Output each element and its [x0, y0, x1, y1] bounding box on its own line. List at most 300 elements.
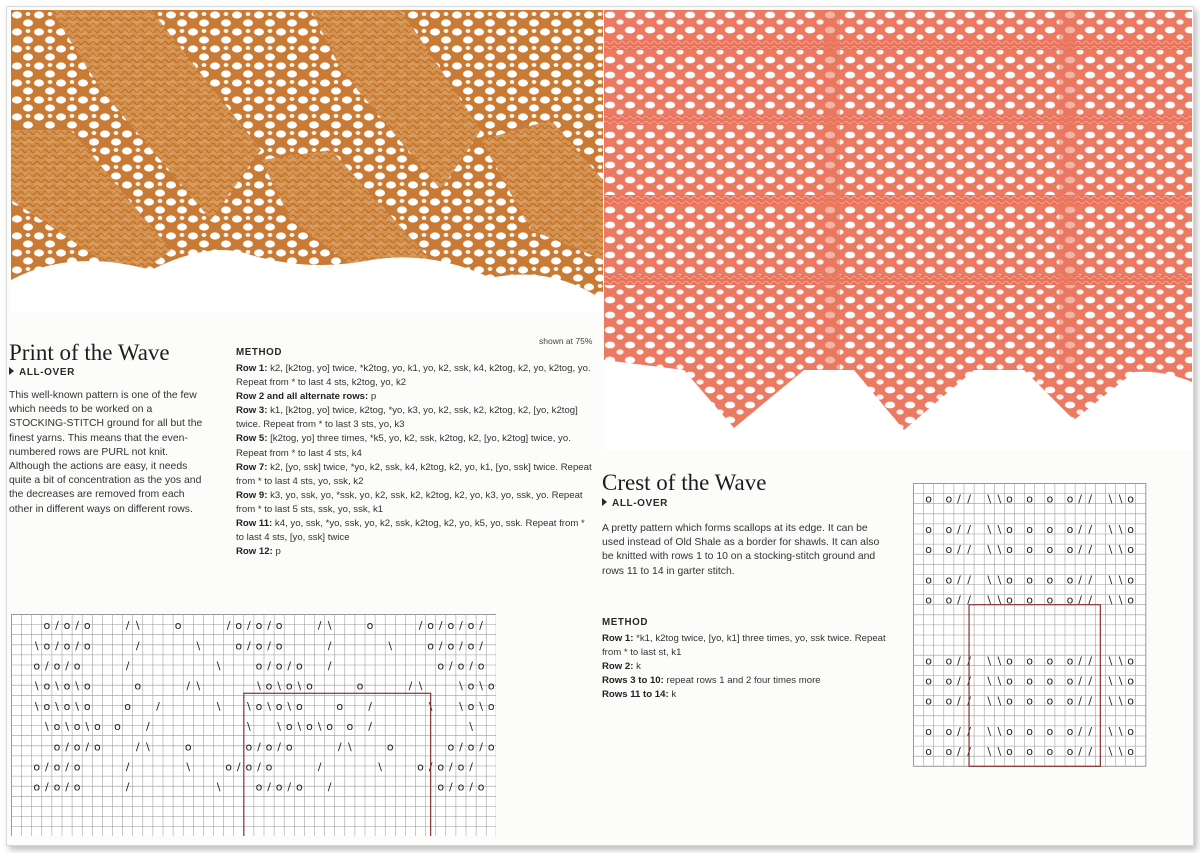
- k2tog-symbol: /: [967, 694, 971, 708]
- ssk-symbol: \: [34, 639, 39, 653]
- yarn-over-symbol: o: [1006, 573, 1013, 587]
- yarn-over-symbol: o: [43, 619, 51, 633]
- yarn-over-symbol: o: [1127, 492, 1135, 506]
- yarn-over-symbol: o: [63, 639, 71, 653]
- k2tog-symbol: /: [408, 679, 413, 693]
- k2tog-symbol: /: [1078, 573, 1083, 587]
- yarn-over-symbol: o: [366, 619, 374, 633]
- yarn-over-symbol: o: [487, 699, 495, 713]
- k2tog-symbol: /: [75, 619, 80, 633]
- yarn-over-symbol: o: [326, 720, 334, 734]
- k2tog-symbol: /: [65, 659, 69, 673]
- k2tog-symbol: /: [327, 659, 332, 673]
- yarn-over-symbol: o: [1026, 522, 1034, 536]
- yarn-over-symbol: o: [925, 674, 933, 688]
- yarn-over-symbol: o: [53, 780, 61, 794]
- row-text: k2, [k2tog, yo] twice, *k2tog, yo, k1, yo, k2, ssk, k4, k2tog, k2, yo, k2tog, yo. Repeat from * to last 4 sts, k2tog, yo, k2: [236, 363, 591, 389]
- yarn-over-symbol: o: [437, 659, 445, 673]
- yarn-over-symbol: o: [245, 760, 253, 774]
- ssk-symbol: \: [277, 679, 282, 693]
- yarn-over-symbol: o: [63, 699, 71, 713]
- method-row: [602, 674, 892, 688]
- yarn-over-symbol: o: [457, 760, 465, 774]
- ssk-symbol: \: [75, 679, 80, 693]
- k2tog-symbol: /: [317, 760, 322, 774]
- row-label: Row 7:: [236, 461, 268, 473]
- yarn-over-symbol: o: [1127, 674, 1135, 688]
- row-label: Row 2 and all alternate rows:: [236, 391, 369, 403]
- k2tog-symbol: /: [469, 760, 473, 774]
- yarn-over-symbol: o: [43, 679, 51, 693]
- yarn-over-symbol: o: [63, 619, 71, 633]
- yarn-over-symbol: o: [386, 740, 394, 754]
- method-heading-right: METHOD: [602, 617, 649, 628]
- yarn-over-symbol: o: [1046, 654, 1054, 668]
- ssk-symbol: \: [1118, 724, 1123, 738]
- ssk-symbol: \: [1108, 674, 1113, 688]
- ssk-symbol: \: [216, 699, 221, 713]
- yarn-over-symbol: o: [255, 780, 263, 794]
- stitch-chart-print-of-the-wave: [11, 614, 496, 836]
- k2tog-symbol: /: [267, 659, 271, 673]
- k2tog-symbol: /: [967, 745, 971, 759]
- ssk-symbol: \: [1118, 694, 1123, 708]
- k2tog-symbol: /: [327, 780, 332, 794]
- category-tag-right: [602, 498, 668, 509]
- row-label: Row 3:: [236, 405, 268, 417]
- ssk-symbol: \: [987, 593, 992, 607]
- yarn-over-symbol: o: [467, 740, 475, 754]
- yarn-over-symbol: o: [33, 659, 41, 673]
- yarn-over-symbol: o: [1006, 654, 1013, 668]
- row-label: Row 12:: [236, 546, 273, 558]
- yarn-over-symbol: o: [265, 679, 273, 693]
- k2tog-symbol: /: [125, 659, 130, 673]
- ssk-symbol: \: [479, 679, 484, 693]
- ssk-symbol: \: [997, 543, 1002, 557]
- method-instructions-right: [602, 632, 892, 702]
- k2tog-symbol: /: [957, 522, 961, 536]
- k2tog-symbol: /: [125, 760, 130, 774]
- k2tog-symbol: /: [1078, 492, 1083, 506]
- k2tog-symbol: /: [957, 674, 961, 688]
- ssk-symbol: \: [378, 760, 383, 774]
- ssk-symbol: \: [1108, 694, 1113, 708]
- k2tog-symbol: /: [226, 619, 231, 633]
- yarn-over-symbol: o: [1066, 492, 1074, 506]
- ssk-symbol: \: [347, 740, 352, 754]
- yarn-over-symbol: o: [295, 659, 303, 673]
- ssk-symbol: \: [65, 720, 69, 734]
- yarn-over-symbol: o: [1046, 674, 1054, 688]
- triangle-arrow-icon: [602, 498, 607, 506]
- yarn-over-symbol: o: [73, 740, 81, 754]
- yarn-over-symbol: o: [275, 699, 283, 713]
- k2tog-symbol: /: [44, 760, 49, 774]
- k2tog-symbol: /: [1078, 593, 1083, 607]
- k2tog-symbol: /: [287, 659, 292, 673]
- ssk-symbol: \: [246, 720, 251, 734]
- category-label: ALL-OVER: [612, 498, 668, 509]
- yarn-over-symbol: o: [265, 760, 273, 774]
- yarn-over-symbol: o: [1026, 543, 1034, 557]
- yarn-over-symbol: o: [1026, 654, 1034, 668]
- k2tog-symbol: /: [267, 619, 271, 633]
- ssk-symbol: \: [327, 619, 332, 633]
- k2tog-symbol: /: [257, 760, 261, 774]
- k2tog-symbol: /: [236, 760, 241, 774]
- method-instructions-left: [236, 362, 594, 559]
- ssk-symbol: \: [1108, 745, 1113, 759]
- k2tog-symbol: /: [957, 593, 961, 607]
- k2tog-symbol: /: [135, 740, 140, 754]
- k2tog-symbol: /: [957, 654, 961, 668]
- k2tog-symbol: /: [967, 593, 971, 607]
- yarn-over-symbol: o: [1026, 745, 1034, 759]
- yarn-over-symbol: o: [1127, 543, 1135, 557]
- k2tog-symbol: /: [967, 724, 971, 738]
- yarn-over-symbol: o: [945, 674, 953, 688]
- yarn-over-symbol: o: [1046, 694, 1054, 708]
- k2tog-symbol: /: [967, 492, 971, 506]
- book-spread: [6, 6, 1194, 846]
- yarn-over-symbol: o: [1066, 543, 1074, 557]
- yarn-over-symbol: o: [184, 740, 192, 754]
- k2tog-symbol: /: [317, 619, 322, 633]
- ssk-symbol: \: [216, 780, 221, 794]
- ssk-symbol: \: [997, 593, 1002, 607]
- yarn-over-symbol: o: [925, 724, 933, 738]
- yarn-over-symbol: o: [93, 720, 101, 734]
- ssk-symbol: \: [196, 639, 201, 653]
- k2tog-symbol: /: [246, 639, 251, 653]
- yarn-over-symbol: o: [356, 679, 364, 693]
- yarn-over-symbol: o: [306, 679, 313, 693]
- yarn-over-symbol: o: [1046, 543, 1054, 557]
- yarn-over-symbol: o: [457, 780, 465, 794]
- k2tog-symbol: /: [246, 619, 251, 633]
- yarn-over-symbol: o: [457, 659, 465, 673]
- k2tog-symbol: /: [967, 654, 971, 668]
- k2tog-symbol: /: [957, 694, 961, 708]
- k2tog-symbol: /: [44, 659, 49, 673]
- yarn-over-symbol: o: [53, 760, 61, 774]
- yarn-over-symbol: o: [114, 720, 121, 734]
- k2tog-symbol: /: [1088, 543, 1093, 557]
- yarn-over-symbol: o: [295, 699, 303, 713]
- k2tog-symbol: /: [1088, 522, 1093, 536]
- method-row: [236, 461, 594, 489]
- yarn-over-symbol: o: [1006, 522, 1013, 536]
- row-text: k3, yo, ssk, yo, *ssk, yo, k2, ssk, k2, k2tog, k2, yo, k3, yo, ssk, yo. Repeat from * to last 5 sts, ssk, yo, ssk, k1: [236, 489, 583, 515]
- k2tog-symbol: /: [135, 639, 140, 653]
- yarn-over-symbol: o: [1127, 694, 1135, 708]
- yarn-over-symbol: o: [1006, 543, 1013, 557]
- k2tog-symbol: /: [469, 659, 473, 673]
- yarn-over-symbol: o: [33, 760, 41, 774]
- k2tog-symbol: /: [967, 522, 971, 536]
- method-row: [236, 517, 594, 545]
- ssk-symbol: \: [1118, 654, 1123, 668]
- ssk-symbol: \: [55, 679, 59, 693]
- yarn-over-symbol: o: [346, 720, 354, 734]
- row-label: Row 5:: [236, 433, 268, 445]
- ssk-symbol: \: [479, 699, 484, 713]
- ssk-symbol: \: [1108, 593, 1113, 607]
- ssk-symbol: \: [1118, 745, 1123, 759]
- category-tag-left: [9, 367, 75, 378]
- yarn-over-symbol: o: [83, 699, 91, 713]
- k2tog-symbol: /: [479, 639, 484, 653]
- k2tog-symbol: /: [479, 740, 484, 754]
- k2tog-symbol: /: [428, 760, 433, 774]
- k2tog-symbol: /: [957, 724, 961, 738]
- row-text: p: [368, 391, 377, 403]
- k2tog-symbol: /: [327, 639, 332, 653]
- ssk-symbol: \: [75, 699, 80, 713]
- yarn-over-symbol: o: [437, 780, 445, 794]
- k2tog-symbol: /: [459, 639, 463, 653]
- ssk-symbol: \: [267, 699, 271, 713]
- k2tog-symbol: /: [448, 780, 453, 794]
- yarn-over-symbol: o: [1127, 724, 1135, 738]
- yarn-over-symbol: o: [1127, 522, 1135, 536]
- yarn-over-symbol: o: [945, 593, 953, 607]
- k2tog-symbol: /: [1088, 573, 1093, 587]
- ssk-symbol: \: [297, 720, 302, 734]
- k2tog-symbol: /: [459, 619, 463, 633]
- k2tog-symbol: /: [145, 720, 150, 734]
- k2tog-symbol: /: [368, 720, 372, 734]
- ssk-symbol: \: [987, 745, 992, 759]
- k2tog-symbol: /: [957, 573, 961, 587]
- k2tog-symbol: /: [418, 619, 423, 633]
- ssk-symbol: \: [1108, 492, 1113, 506]
- yarn-over-symbol: o: [1026, 674, 1034, 688]
- ssk-symbol: \: [987, 694, 992, 708]
- triangle-arrow-icon: [9, 367, 14, 375]
- row-text: k: [633, 661, 641, 673]
- yarn-over-symbol: o: [1127, 593, 1135, 607]
- k2tog-symbol: /: [1088, 674, 1093, 688]
- k2tog-symbol: /: [967, 573, 971, 587]
- ssk-symbol: \: [997, 492, 1002, 506]
- k2tog-symbol: /: [267, 639, 271, 653]
- k2tog-symbol: /: [85, 740, 90, 754]
- ssk-symbol: \: [55, 699, 59, 713]
- yarn-over-symbol: o: [945, 745, 953, 759]
- row-label: Rows 11 to 14:: [602, 689, 669, 701]
- ssk-symbol: \: [1108, 724, 1113, 738]
- yarn-over-symbol: o: [1127, 573, 1135, 587]
- method-row: [236, 489, 594, 517]
- yarn-over-symbol: o: [63, 679, 71, 693]
- pattern-title-crest-of-the-wave: Crest of the Wave: [602, 470, 767, 495]
- ssk-symbol: \: [459, 699, 463, 713]
- k2tog-symbol: /: [1088, 694, 1093, 708]
- ssk-symbol: \: [997, 522, 1002, 536]
- k2tog-symbol: /: [257, 740, 261, 754]
- yarn-over-symbol: o: [447, 619, 455, 633]
- yarn-over-symbol: o: [1066, 522, 1074, 536]
- k2tog-symbol: /: [967, 543, 971, 557]
- pattern-title-print-of-the-wave: Print of the Wave: [9, 340, 170, 365]
- row-text: [k2tog, yo] three times, *k5, yo, k2, ssk, k2tog, k2, [yo, k2tog] twice, yo. Repeat from * to last 4 sts, k4: [236, 433, 571, 459]
- yarn-over-symbol: o: [235, 619, 243, 633]
- yarn-over-symbol: o: [43, 639, 51, 653]
- yarn-over-symbol: o: [417, 760, 424, 774]
- ssk-symbol: \: [44, 720, 49, 734]
- ssk-symbol: \: [997, 694, 1002, 708]
- k2tog-symbol: /: [1078, 654, 1083, 668]
- yarn-over-symbol: o: [134, 679, 142, 693]
- k2tog-symbol: /: [438, 619, 443, 633]
- ssk-symbol: \: [1118, 492, 1123, 506]
- k2tog-symbol: /: [1088, 593, 1093, 607]
- yarn-over-symbol: o: [83, 679, 91, 693]
- ssk-symbol: \: [1118, 674, 1123, 688]
- ssk-symbol: \: [987, 654, 992, 668]
- k2tog-symbol: /: [1078, 745, 1083, 759]
- yarn-over-symbol: o: [925, 593, 933, 607]
- row-label: Row 2:: [602, 661, 634, 673]
- row-text: k1, [k2tog, yo] twice, k2tog, *yo, k3, yo, k2, ssk, k2, k2tog, k2, [yo, k2tog] twice. Repeat from * to last 3 sts, yo, k3: [236, 405, 578, 431]
- k2tog-symbol: /: [1078, 522, 1083, 536]
- yarn-over-symbol: o: [1006, 694, 1013, 708]
- k2tog-symbol: /: [1078, 543, 1083, 557]
- yarn-over-symbol: o: [1006, 674, 1013, 688]
- yarn-over-symbol: o: [945, 694, 953, 708]
- yarn-over-symbol: o: [945, 654, 953, 668]
- yarn-over-symbol: o: [1046, 593, 1054, 607]
- pattern-intro-left: This well-known pattern is one of the few which needs to be worked on a STOCKING-STITCH ground for all but the finest yarns. This means that the even-numbered rows are PURL not knit. Although the actions are easy, it needs quite a bit of concentration as the yos and the decreases are removed from each other in different ways on different rows.: [9, 390, 203, 515]
- scale-note: shown at 75%: [539, 336, 593, 346]
- ssk-symbol: \: [997, 674, 1002, 688]
- method-row: [236, 432, 594, 460]
- k2tog-symbol: /: [448, 760, 453, 774]
- crest-of-the-wave-swatch-photo: [604, 10, 1192, 450]
- yarn-over-symbol: o: [447, 740, 455, 754]
- k2tog-symbol: /: [967, 674, 971, 688]
- yarn-over-symbol: o: [275, 780, 283, 794]
- k2tog-symbol: /: [1088, 654, 1093, 668]
- yarn-over-symbol: o: [1026, 492, 1034, 506]
- k2tog-symbol: /: [459, 740, 463, 754]
- ssk-symbol: \: [246, 699, 251, 713]
- yarn-over-symbol: o: [1066, 573, 1074, 587]
- k2tog-symbol: /: [368, 699, 372, 713]
- method-row: [602, 632, 892, 660]
- k2tog-symbol: /: [1088, 492, 1093, 506]
- k2tog-symbol: /: [438, 639, 443, 653]
- ssk-symbol: \: [135, 619, 140, 633]
- ssk-symbol: \: [469, 720, 473, 734]
- k2tog-symbol: /: [957, 745, 961, 759]
- k2tog-symbol: /: [1078, 674, 1083, 688]
- ssk-symbol: \: [34, 699, 39, 713]
- row-label: Row 11:: [236, 518, 273, 530]
- ssk-symbol: \: [257, 679, 261, 693]
- k2tog-symbol: /: [1078, 694, 1083, 708]
- yarn-over-symbol: o: [1066, 654, 1074, 668]
- ssk-symbol: \: [1118, 573, 1123, 587]
- yarn-over-symbol: o: [275, 619, 283, 633]
- row-text: repeat rows 1 and 2 four times more: [663, 675, 821, 687]
- yarn-over-symbol: o: [1006, 745, 1013, 759]
- yarn-over-symbol: o: [1046, 492, 1054, 506]
- yarn-over-symbol: o: [1066, 674, 1074, 688]
- yarn-over-symbol: o: [255, 639, 263, 653]
- yarn-over-symbol: o: [1127, 654, 1135, 668]
- yarn-over-symbol: o: [285, 679, 293, 693]
- yarn-over-symbol: o: [925, 492, 933, 506]
- yarn-over-symbol: o: [73, 760, 81, 774]
- method-row: [236, 404, 594, 432]
- ssk-symbol: \: [428, 699, 433, 713]
- yarn-over-symbol: o: [1006, 492, 1013, 506]
- yarn-over-symbol: o: [73, 720, 81, 734]
- ssk-symbol: \: [85, 720, 90, 734]
- yarn-over-symbol: o: [477, 659, 485, 673]
- yarn-over-symbol: o: [467, 619, 475, 633]
- yarn-over-symbol: o: [487, 740, 495, 754]
- ssk-symbol: \: [287, 699, 292, 713]
- yarn-over-symbol: o: [1046, 724, 1054, 738]
- k2tog-symbol: /: [186, 679, 191, 693]
- row-label: Row 1:: [602, 633, 634, 644]
- yarn-over-symbol: o: [1046, 522, 1054, 536]
- row-text: k4, yo, ssk, *yo, ssk, yo, k2, ssk, k2tog, k2, yo, k5, yo, ssk. Repeat from * to last 4 sts, [yo, ssk] twice: [236, 518, 585, 544]
- ssk-symbol: \: [1118, 543, 1123, 557]
- k2tog-symbol: /: [156, 699, 160, 713]
- ssk-symbol: \: [1108, 573, 1113, 587]
- yarn-over-symbol: o: [306, 720, 313, 734]
- ssk-symbol: \: [997, 745, 1002, 759]
- row-text: p: [272, 546, 281, 558]
- yarn-over-symbol: o: [437, 760, 445, 774]
- yarn-over-symbol: o: [925, 745, 933, 759]
- yarn-over-symbol: o: [235, 639, 243, 653]
- k2tog-symbol: /: [55, 619, 59, 633]
- yarn-over-symbol: o: [925, 543, 933, 557]
- k2tog-symbol: /: [125, 619, 130, 633]
- yarn-over-symbol: o: [945, 543, 953, 557]
- yarn-over-symbol: o: [477, 780, 485, 794]
- yarn-over-symbol: o: [285, 740, 293, 754]
- yarn-over-symbol: o: [467, 679, 475, 693]
- yarn-over-symbol: o: [1066, 694, 1074, 708]
- print-of-the-wave-swatch-photo: [11, 10, 603, 312]
- ssk-symbol: \: [987, 724, 992, 738]
- ssk-symbol: \: [987, 492, 992, 506]
- yarn-over-symbol: o: [255, 659, 263, 673]
- yarn-over-symbol: o: [1006, 724, 1013, 738]
- yarn-over-symbol: o: [1026, 593, 1034, 607]
- k2tog-symbol: /: [65, 740, 69, 754]
- k2tog-symbol: /: [277, 740, 282, 754]
- ssk-symbol: \: [997, 573, 1002, 587]
- yarn-over-symbol: o: [1066, 724, 1074, 738]
- ssk-symbol: \: [34, 679, 39, 693]
- ssk-symbol: \: [317, 720, 322, 734]
- k2tog-symbol: /: [1078, 724, 1083, 738]
- row-label: Row 1:: [236, 363, 268, 374]
- k2tog-symbol: /: [75, 639, 80, 653]
- k2tog-symbol: /: [957, 543, 961, 557]
- k2tog-symbol: /: [469, 780, 473, 794]
- k2tog-symbol: /: [1088, 724, 1093, 738]
- ssk-symbol: \: [297, 679, 302, 693]
